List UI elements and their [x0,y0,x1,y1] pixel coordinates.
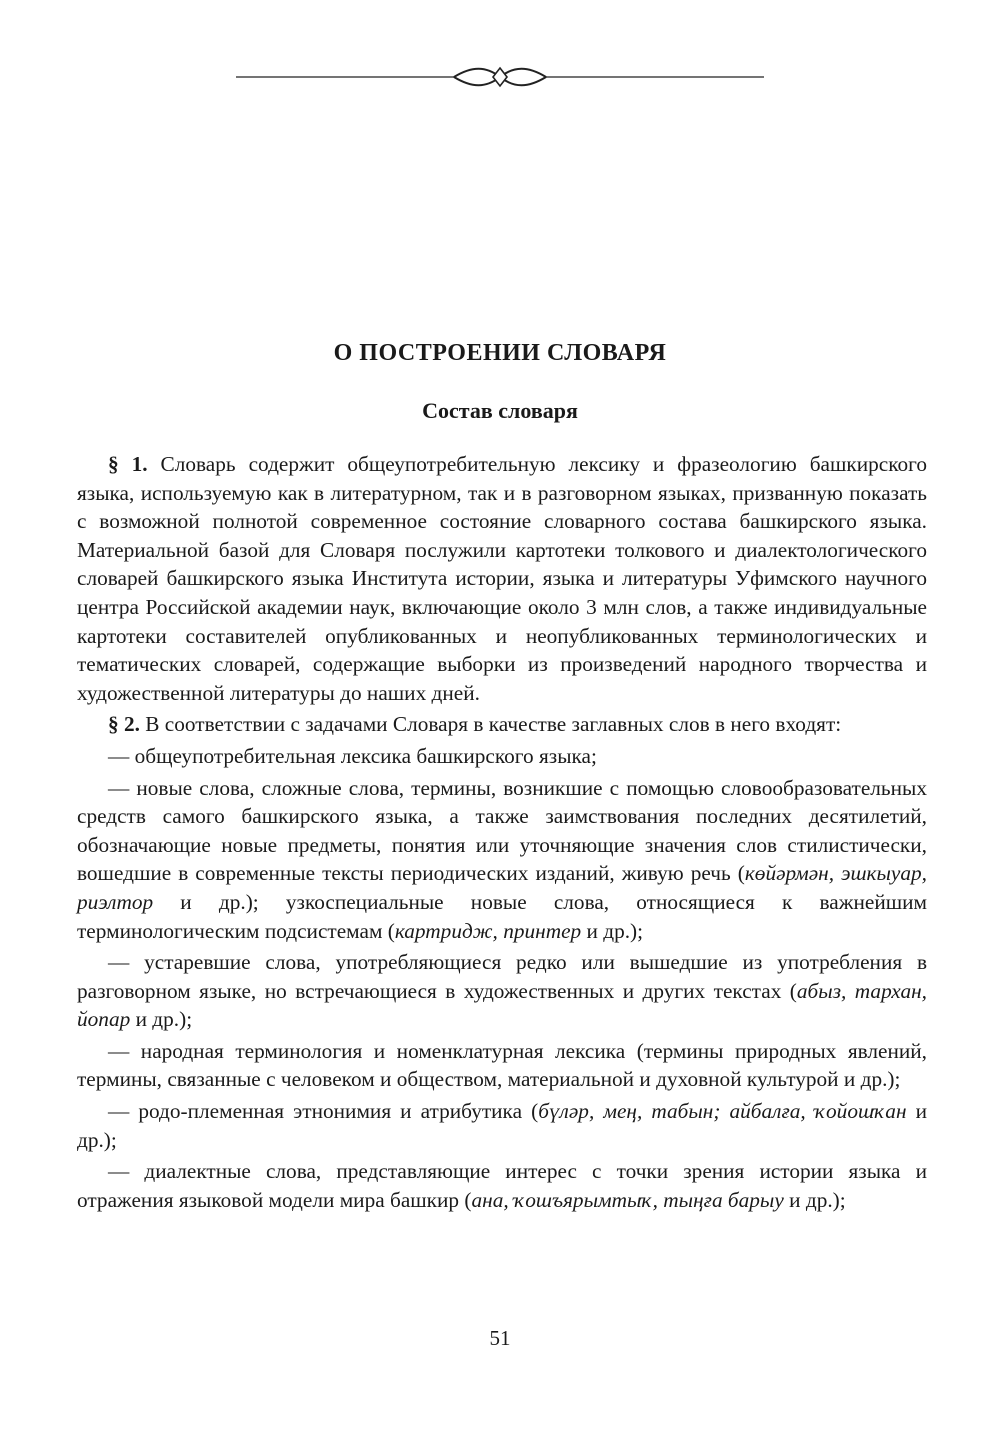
paragraph-text: и др.); [581,918,644,943]
paragraph-text: — родо-племенная этнонимия и атрибутика ( [108,1099,539,1124]
section-mark: § 1. [108,452,148,476]
paragraph-text: — новые слова, сложные слова, термины, возникшие с помощью словообразовательных средств самого башкирского языка, а также заимствования последних десятилетий, обозначающие новые предметы, понятия или уточняющие значения слов стилистически, вошедшие в современные тексты периодических изданий, живую речь ( [77,775,927,886]
paragraph-1 [77,450,927,707]
example-words: абыз, тархан, йопар [77,978,928,1032]
list-item [77,742,927,771]
paragraph-text: и др.); [77,1099,927,1152]
example-words: бүләр, мең, табын; айбалға, ҡойошҡан [538,1099,907,1124]
paragraph-text: — диалектные слова, представляющие интерес с точки зрения истории языка и отражения языковой модели мира башкир ( [77,1159,927,1212]
body-text [77,450,927,1217]
divider-ornament-icon [236,62,764,92]
paragraph-text: В соответствии с задачами Словаря в качестве заглавных слов в него входят: [139,712,842,737]
list-item [77,948,927,1034]
list-item [77,774,927,946]
page-title: О ПОСТРОЕНИИ СЛОВАРЯ [333,340,667,366]
paragraph-2 [77,710,927,739]
section-title: Состав словаря [422,398,578,423]
paragraph-text: — устаревшие слова, употребляющиеся редко или вышедшие из употребления в разговорном языке, но встречающиеся в художественных и других текстах ( [77,950,927,1003]
paragraph-text: — общеупотребительная лексика башкирского языка; [108,743,597,768]
example-words: ана, ҡошъярымтыҡ, тыңға барыу [471,1187,784,1212]
example-words: картридж, принтер [394,918,582,943]
example-words: көйәрмән, эшкыуар, риэлтор [77,861,928,914]
section-mark: § 2. [108,712,140,737]
paragraph-text: Словарь содержит общеупотребительную лексику и фразеологию башкирского языка, используемую как в литературном, так и в разговорном языках, призванную показать с возможной полнотой современное состояние словарного состава башкирского языка. Материальной базой для Словаря послужили картотеки толкового и диалектологического словарей башкирского языка Института истории, языка и литературы Уфимского научного центра Российской академии наук, включающие около 3 млн слов, а также индивидуальные картотеки составителей опубликованных и неопубликованных терминологических и тематических словарей, содержащие выборки из произведений народного творчества и художественной литературы до наших дней. [77,452,927,705]
paragraph-text: и др.); узкоспециальные новые слова, относящиеся к важнейшим терминологическим подсистемам ( [77,889,927,943]
page-number: 51 [489,1326,511,1350]
paragraph-text: — народная терминология и номенклатурная лексика (термины природных явлений, термины, связанные с человеком и обществом, материальной и духовной культурой и др.); [77,1038,927,1092]
list-item [77,1097,927,1154]
list-item [77,1037,927,1094]
list-item [77,1157,927,1214]
paragraph-text: и др.); [783,1187,846,1212]
paragraph-text: и др.); [130,1007,193,1032]
